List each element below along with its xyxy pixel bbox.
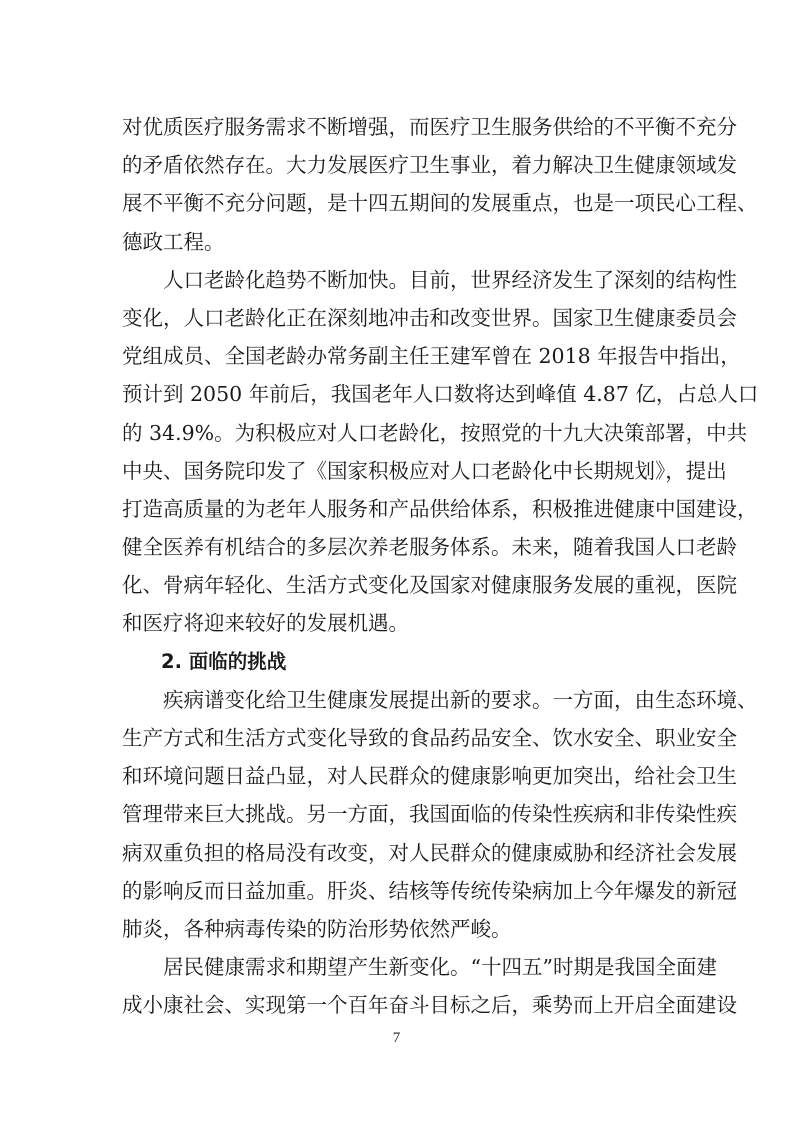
text-line: 成小康社会、实现第一个百年奋斗目标之后，乘势而上开启全面建设 — [122, 993, 737, 1018]
text-line: 展不平衡不充分问题，是十四五期间的发展重点，也是一项民心工程、 — [122, 191, 758, 216]
text-line: 生产方式和生活方式变化导致的食品药品安全、饮水安全、职业安全 — [122, 726, 737, 750]
text-line: 预计到 2050 年前后，我国老年人口数将达到峰值 4.87 亿，占总人口 — [122, 382, 759, 407]
text-line: 德政工程。 — [122, 229, 225, 254]
section-heading: 2. 面临的挑战 — [122, 649, 287, 673]
text-line: 的 34.9%。为积极应对人口老龄化，按照党的十九大决策部署，中共 — [122, 420, 748, 445]
text-line: 打造高质量的为老年人服务和产品供给体系，积极推进健康中国建设， — [122, 496, 758, 521]
text-line: 管理带来巨大挑战。另一方面，我国面临的传染性疾病和非传染性疾 — [122, 802, 737, 827]
text-line: 健全医养有机结合的多层次养老服务体系。未来，随着我国人口老龄 — [122, 535, 737, 560]
page-number: 7 — [392, 1030, 401, 1046]
text-line: 中央、国务院印发了《国家积极应对人口老龄化中长期规划》，提出 — [122, 458, 727, 483]
text-line: 化、骨病年轻化、生活方式变化及国家对健康服务发展的重视，医院 — [122, 573, 737, 598]
text-line: 和医疗将迎来较好的发展机遇。 — [122, 611, 409, 636]
text-line: 人口老龄化趋势不断加快。目前，世界经济发生了深刻的结构性 — [122, 267, 737, 292]
text-line: 居民健康需求和期望产生新变化。“十四五”时期是我国全面建 — [122, 955, 717, 980]
text-line: 的矛盾依然存在。大力发展医疗卫生事业，着力解决卫生健康领域发 — [122, 153, 737, 178]
text-line: 病双重负担的格局没有改变，对人民群众的健康威胁和经济社会发展 — [122, 840, 737, 865]
text-line: 变化，人口老龄化正在深刻地冲击和改变世界。国家卫生健康委员会 — [122, 305, 737, 330]
document-body — [122, 108, 759, 1025]
text-line: 肺炎，各种病毒传染的防治形势依然严峻。 — [122, 916, 512, 941]
text-line: 和环境问题日益凸显，对人民群众的健康影响更加突出，给社会卫生 — [122, 764, 737, 789]
text-line: 对优质医疗服务需求不断增强，而医疗卫生服务供给的不平衡不充分 — [122, 115, 737, 139]
text-line: 的影响反而日益加重。肝炎、结核等传统传染病加上今年爆发的新冠 — [122, 878, 737, 903]
text-line: 党组成员、全国老龄办常务副主任王建军曾在 2018 年报告中指出， — [122, 344, 741, 369]
text-line: 疾病谱变化给卫生健康发展提出新的要求。一方面，由生态环境、 — [122, 687, 758, 712]
